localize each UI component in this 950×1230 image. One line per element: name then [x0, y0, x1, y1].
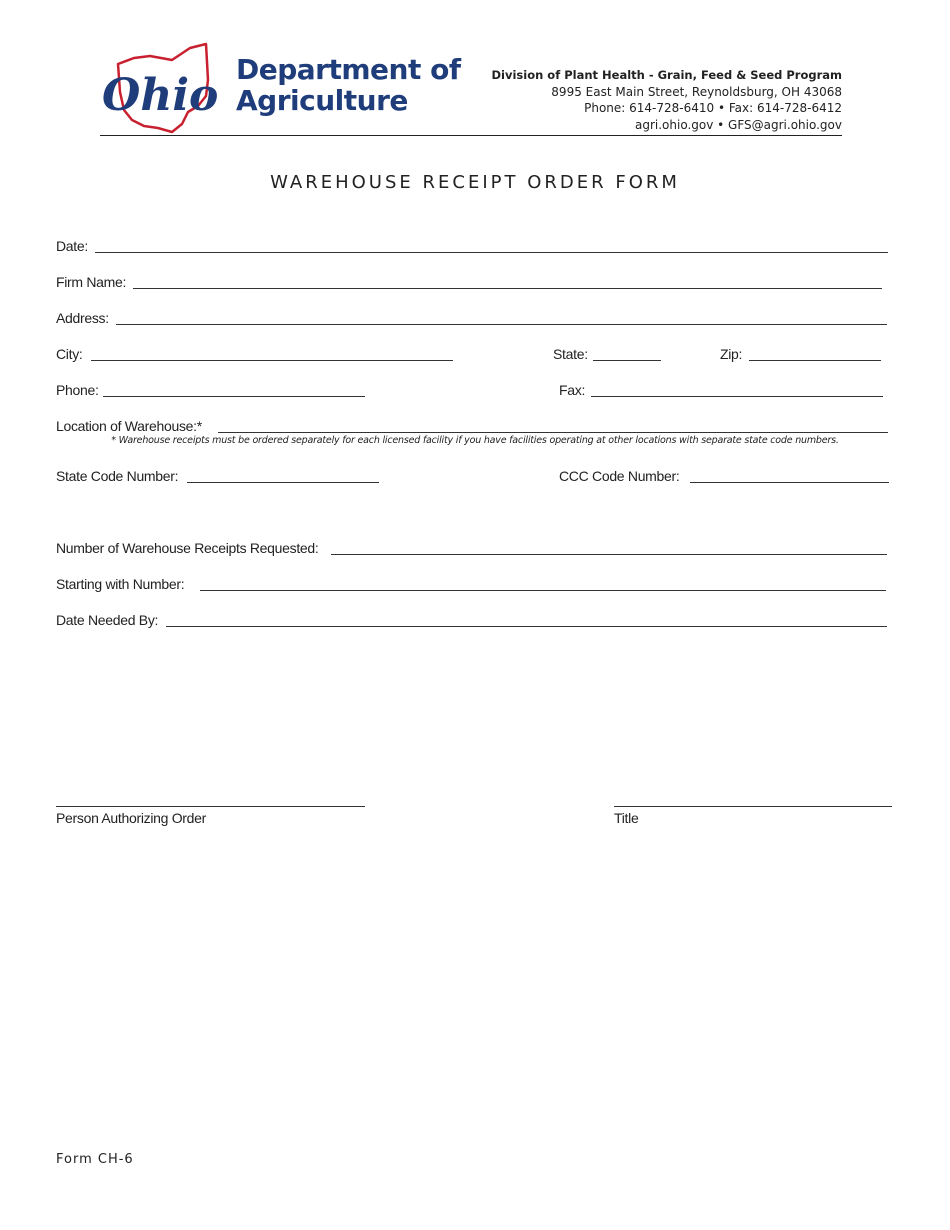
phone-field-line[interactable]	[103, 396, 365, 397]
firm-name-field-line[interactable]	[133, 288, 882, 289]
phone-fax: Phone: 614-728-6410 • Fax: 614-728-6412	[584, 101, 842, 115]
location-field-line[interactable]	[218, 432, 888, 433]
location-label: Location of Warehouse:*	[56, 418, 202, 434]
ohio-state-logo	[100, 40, 230, 135]
ccc-code-field-line[interactable]	[690, 482, 889, 483]
zip-field-line[interactable]	[749, 360, 881, 361]
signature-line[interactable]	[56, 806, 365, 807]
date-needed-label: Date Needed By:	[56, 612, 159, 628]
logo-wordmark: Ohio	[102, 70, 219, 121]
street-address: 8995 East Main Street, Reynoldsburg, OH 43068	[551, 84, 842, 99]
date-needed-field-line[interactable]	[166, 626, 887, 627]
state-code-label: State Code Number:	[56, 468, 179, 484]
location-footnote: * Warehouse receipts must be ordered separately for each licensed facility if you have facilities operating at other locations with separate state code numbers.	[111, 435, 839, 446]
city-label: City:	[56, 346, 83, 362]
ccc-code-label: CCC Code Number:	[559, 468, 680, 484]
address-label: Address:	[56, 310, 109, 326]
num-receipts-label: Number of Warehouse Receipts Requested:	[56, 540, 319, 556]
phone-label: Phone:	[56, 382, 99, 398]
fax-label: Fax:	[559, 382, 586, 398]
num-receipts-field-line[interactable]	[331, 554, 887, 555]
date-label: Date:	[56, 238, 88, 254]
city-field-line[interactable]	[91, 360, 453, 361]
department-line-1: Department of	[236, 53, 461, 86]
form-number: Form CH-6	[56, 1152, 134, 1167]
zip-label: Zip:	[720, 346, 743, 362]
date-field-line[interactable]	[95, 252, 888, 253]
fax-field-line[interactable]	[591, 396, 883, 397]
state-label: State:	[553, 346, 588, 362]
title-line[interactable]	[614, 806, 892, 807]
starting-number-field-line[interactable]	[200, 590, 886, 591]
web-email: agri.ohio.gov • GFS@agri.ohio.gov	[635, 117, 842, 132]
address-field-line[interactable]	[116, 324, 887, 325]
state-code-field-line[interactable]	[187, 482, 379, 483]
state-field-line[interactable]	[593, 360, 661, 361]
form-title: WAREHOUSE RECEIPT ORDER FORM	[270, 172, 680, 193]
division-name: Division of Plant Health - Grain, Feed & Seed Program	[491, 68, 842, 82]
department-name	[236, 54, 461, 116]
title-label: Title	[614, 810, 639, 826]
contact-block	[491, 67, 842, 133]
starting-number-label: Starting with Number:	[56, 576, 185, 592]
firm-name-label: Firm Name:	[56, 274, 127, 290]
signature-label: Person Authorizing Order	[56, 810, 206, 826]
header-divider	[100, 135, 842, 136]
department-line-2: Agriculture	[236, 84, 408, 117]
